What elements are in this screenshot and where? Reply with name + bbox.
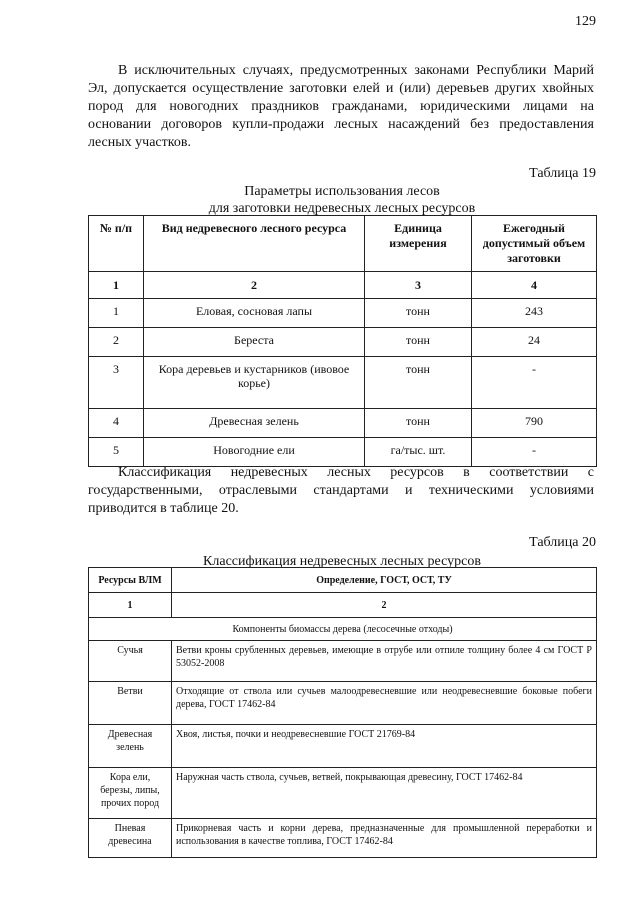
table-row: [89, 438, 597, 467]
column-number: 4: [472, 272, 597, 299]
header-cell-definition: Определение, ГОСТ, ОСТ, ТУ: [172, 568, 597, 593]
column-number: 1: [89, 593, 172, 618]
table-row: [89, 409, 597, 438]
resource-name: Древесная зелень: [89, 725, 172, 768]
table-19-caption: [88, 183, 596, 217]
resource-name: Еловая, сосновая лапы: [144, 299, 365, 328]
table-row: [89, 357, 597, 409]
resource-name: Береста: [144, 328, 365, 357]
resource-name: Пневая древесина: [89, 819, 172, 858]
page-number: 129: [575, 14, 596, 29]
resource-definition: Ветви кроны срубленных деревьев, имеющие в отрубе или отпиле толщину более 4 см ГОСТ Р 53052-2008: [172, 641, 597, 682]
table-row: [89, 768, 597, 819]
table-row: [89, 819, 597, 858]
header-cell-number: № п/п: [89, 216, 144, 272]
annual-volume: 790: [472, 409, 597, 438]
table-header-row: [89, 568, 597, 593]
resource-name: Новогодние ели: [144, 438, 365, 467]
section-row: [89, 618, 597, 641]
row-number: 5: [89, 438, 144, 467]
header-cell-unit: Единица измерения: [365, 216, 472, 272]
table-20-caption: Классификация недревесных лесных ресурсов: [203, 554, 481, 569]
row-number: 1: [89, 299, 144, 328]
resource-definition: Хвоя, листья, почки и неодревесневшие ГОСТ 21769-84: [172, 725, 597, 768]
unit: га/тыс. шт.: [365, 438, 472, 467]
resource-name: Кора деревьев и кустарников (ивовое корье): [144, 357, 365, 409]
unit: тонн: [365, 299, 472, 328]
table-20-label: Таблица 20: [529, 535, 596, 550]
table-19-caption-line2: для заготовки недревесных лесных ресурсов: [208, 201, 476, 216]
resource-definition: Прикорневая часть и корни дерева, предназначенные для промышленной переработки и использования в качестве топлива, ГОСТ 17462-84: [172, 819, 597, 858]
annual-volume: -: [472, 357, 597, 409]
classification-paragraph: Классификация недревесных лесных ресурсов в соответствии с государственными, отраслевыми стандартами и техническими условиями приводится в таблице 20.: [88, 465, 594, 516]
resource-definition: Отходящие от ствола или сучьев малоодревесневшие или неодревесневшие боковые побеги дерева, ГОСТ 17462-84: [172, 682, 597, 725]
annual-volume: -: [472, 438, 597, 467]
table-20: [88, 567, 597, 858]
resource-name: Сучья: [89, 641, 172, 682]
annual-volume: 243: [472, 299, 597, 328]
intro-paragraph: В исключительных случаях, предусмотренных законами Республики Марий Эл, допускается осуществление заготовки елей и (или) деревьев других хвойных пород для новогодних праздников гражданами, юридическими лицами на основании договоров купли-продажи лесных насаждений без предоставления лесных участков.: [88, 63, 594, 150]
resource-name: Ветви: [89, 682, 172, 725]
table-row: [89, 299, 597, 328]
section-title: Компоненты биомассы дерева (лесосечные отходы): [89, 618, 597, 641]
table-row: [89, 682, 597, 725]
resource-definition: Наружная часть ствола, сучьев, ветвей, покрывающая древесину, ГОСТ 17462-84: [172, 768, 597, 819]
column-number: 2: [172, 593, 597, 618]
column-number-row: [89, 272, 597, 299]
column-number: 3: [365, 272, 472, 299]
table-19: [88, 215, 597, 467]
header-cell-resources: Ресурсы ВЛМ: [89, 568, 172, 593]
header-cell-volume: Ежегодный допустимый объем заготовки: [472, 216, 597, 272]
column-number: 1: [89, 272, 144, 299]
annual-volume: 24: [472, 328, 597, 357]
column-number: 2: [144, 272, 365, 299]
table-row: [89, 641, 597, 682]
table-header-row: [89, 216, 597, 272]
row-number: 4: [89, 409, 144, 438]
table-19-caption-line1: Параметры использования лесов: [244, 184, 440, 199]
unit: тонн: [365, 357, 472, 409]
row-number: 2: [89, 328, 144, 357]
resource-name: Древесная зелень: [144, 409, 365, 438]
table-row: [89, 328, 597, 357]
table-19-label: Таблица 19: [529, 166, 596, 181]
column-number-row: [89, 593, 597, 618]
table-row: [89, 725, 597, 768]
unit: тонн: [365, 328, 472, 357]
unit: тонн: [365, 409, 472, 438]
header-cell-resource: Вид недревесного лесного ресурса: [144, 216, 365, 272]
resource-name: Кора ели, березы, липы, прочих пород: [89, 768, 172, 819]
row-number: 3: [89, 357, 144, 409]
